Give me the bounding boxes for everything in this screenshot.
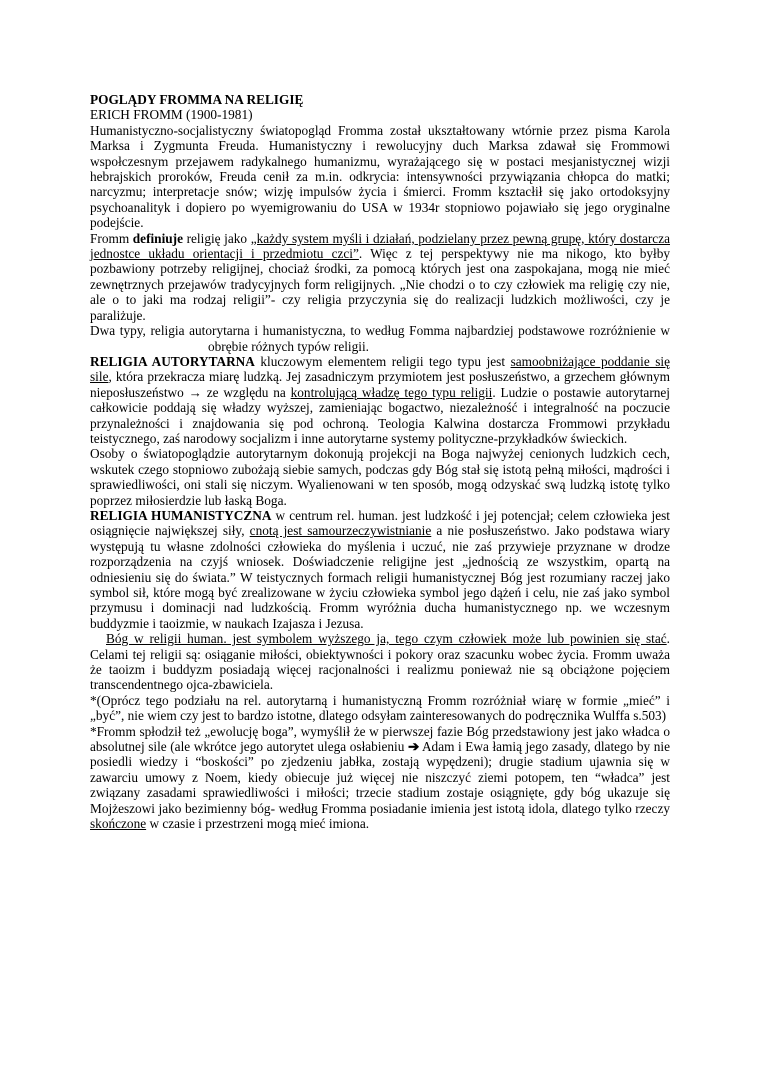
text-span: Adam i Ewa łamią jego zasady, dlatego by nie posiedli wiedzy i “boskości” po zjedzeniu jabłka, zostają wypędzeni); drugie stadium ujawnia się w zawarciu umowy z Noem, kiedy obiecuje już więcej nie niszczyć ziemi potopem, ten “władca” jest związany zasadami sprawiedliwości i miłości; trzecie stadium zostaje osiągnięte, gdy bóg ukazuje się Mojżeszowi jako bezimienny bóg- według Fromma posiadanie imienia jest istotą idola, dlatego tylko rzeczy bbox=[90, 739, 670, 816]
underlined-quote: „każdy system myśli i działań, podzielany przez pewną grupę, który dostarcza jednostce układu orientacji i przedmiotu czci” bbox=[90, 230, 670, 262]
text-span: . Ludzie o postawie autorytarnej całkowicie poddają się władzy wyższej, zamieniając bogactwo, niezależność i integralność na poczucie przynależności i znajdowania się pod ochroną. Teologia Kalwina dostarcza Frommowi przykładu teistycznego, zaś narodowy socjalizm i inne autorytarne systemy polityczne-przykładków świeckich. bbox=[90, 384, 670, 446]
section-heading: RELIGIA HUMANISTYCZNA bbox=[90, 507, 272, 523]
text-span: *Fromm spłodził też „ewolucję boga”, wymyślił że w pierwszej fazie Bóg przedstawiony jest jako władca o absolutnej sile (ale wkrótce jego autorytet ulega osłabieniu bbox=[90, 723, 670, 755]
text-span: Fromm bbox=[90, 230, 133, 246]
paragraph-intro: Humanistyczno-socjalistyczny światopogląd Fromma został ukształtowany wtórnie przez pisma Karola Marksa i Zygmunta Freuda. Humanistyczny i rewolucyjny duch Marksa zdawał się Frommowi wspołczesnym przejawem radykalnego humanizmu, wyrażającego się w postaci mesjanistycznej wizji hebrajskich proroków, Freuda cenił za m.in. odkrycia: intensywności przywiązania chłopca do matki; narcyzmu; interpretacje snów; wizję impulsów życia i śmierci. Fromm ksztacłił się jako ortodoksyjny psychoanalityk i dopiero po wyemigrowaniu do USA w 1934r stopniowo pojawiało się jego oryginalne podejście. bbox=[90, 122, 670, 231]
text-span: Dwa typy, religia autorytarna i humanistyczna, to według Fomma najbardziej podstawowe rozróżnienie w bbox=[90, 323, 670, 339]
document-page bbox=[90, 92, 670, 832]
text-span: . Celami tej religii są: osiąganie miłości, obiektywności i pokory oraz szacunku wobec życia. Fromm uważa że taoizm i buddyzm posiadają więcej racjonalności i realizmu ponieważ nie są obciążone pojęciem transcendentnego ojca-zbawiciela. bbox=[90, 631, 670, 693]
paragraph-humanistic bbox=[90, 508, 670, 631]
text-span: w czasie i przestrzeni mogą mieć imiona. bbox=[146, 816, 370, 832]
underlined-phrase: samoobniżające poddanie się sile bbox=[90, 353, 670, 385]
author-line: ERICH FROMM (1900-1981) bbox=[90, 107, 253, 123]
text-span: w centrum rel. human. jest ludzkość i jej potencjał; celem człowieka jest osiągnięcie największej siły, bbox=[90, 507, 670, 539]
paragraph-authoritarian bbox=[90, 354, 670, 446]
paragraph-note-faith: *(Oprócz tego podziału na rel. autorytarną i humanistyczną Fromm rozróżniał wiarę w formie „mieć” i „być”, nie wiem czy jest to bardzo istotne, dlatego odsyłam zainteresowanych do podręcznika Wulffa s.503) bbox=[90, 692, 670, 724]
text-span: obrębie różnych typów religii. bbox=[208, 338, 369, 354]
document-title: POGLĄDY FROMMA NA RELIGIĘ bbox=[90, 92, 304, 107]
underlined-phrase: kontrolującą władzę tego typu religii bbox=[290, 384, 493, 400]
text-span: . Więc z tej perspektywy nie ma nikogo, kto byłby pozbawiony potrzeby religijnej, chociaż środki, za pomocą których jest ona zaspokajana, mogą nie mieć zewnętrznych przejawów tradycyjnych form religijnych. „Nie chodzi o to czy człowiek ma religię czy nie, ale o to jaki ma rodzaj religii”- czy religia przyczynia się do realizacji ludzkich możliwości, czy je paraliżuje. bbox=[90, 246, 670, 323]
underlined-phrase: Bóg w religii human. jest symbolem wyższego ja, tego czym człowiek może lub powinien się stać bbox=[106, 631, 667, 647]
paragraph-types bbox=[90, 323, 670, 354]
paragraph-god-symbol bbox=[90, 631, 670, 693]
text-span: , która przekracza miarę ludzką. Jej zasadniczym przymiotem jest posłuszeństwo, a grzechem głównym nieposłuszeństwo → ze względu na bbox=[90, 369, 670, 400]
text-span: kluczowym elementem religii tego typu jest bbox=[254, 353, 511, 369]
underlined-phrase: cnotą jest samourzeczywistnianie bbox=[249, 523, 432, 539]
paragraph-evolution-of-god bbox=[90, 724, 670, 832]
section-heading: RELIGIA AUTORYTARNA bbox=[90, 353, 255, 369]
text-span: a nie posłuszeństwo. Jako podstawa wiary występują tu własne zdolności człowieka do myślenia i uczuć, nie zaś przywieje przyznane w drodze rozporządzenia na czyjś wniosek. Doświadczenie religijne jest „jednością ze wszystkim, opartą na odniesieniu się do świata.” W teistycznych formach religii humanistycznej Bóg jest rozumiany raczej jako symbol sił, które mogą być zrealizowane w życiu człowieka symbol jego dążeń i celu, nie zaś jako symbol przymusu i dominacji nad ludzkością. Fromm wyróżnia ducha humanistycznego np. we wczesnym buddyzmie i taoizmie, w naukach Izajasza i Jezusa. bbox=[90, 523, 670, 631]
bold-term: definiuje bbox=[132, 230, 183, 246]
arrow-icon: ➔ bbox=[407, 739, 420, 755]
underlined-word: skończone bbox=[90, 816, 147, 832]
text-span: religię jako bbox=[183, 230, 251, 246]
paragraph-definition bbox=[90, 231, 670, 323]
paragraph-projection: Osoby o światopoglądzie autorytarnym dokonują projekcji na Boga najwyżej cenionych ludzkich cech, wskutek czego stopniowo zubożają siebie samych, podczas gdy Bóg stał się istotą pełną miłości, mądrości i sprawiedliwości, oni stali się niczym. Wyalienowani w ten sposób, mogą odzyskać swą ludzką istotę tylko poprzez miłosierdzie lub łaską Boga. bbox=[90, 446, 670, 508]
